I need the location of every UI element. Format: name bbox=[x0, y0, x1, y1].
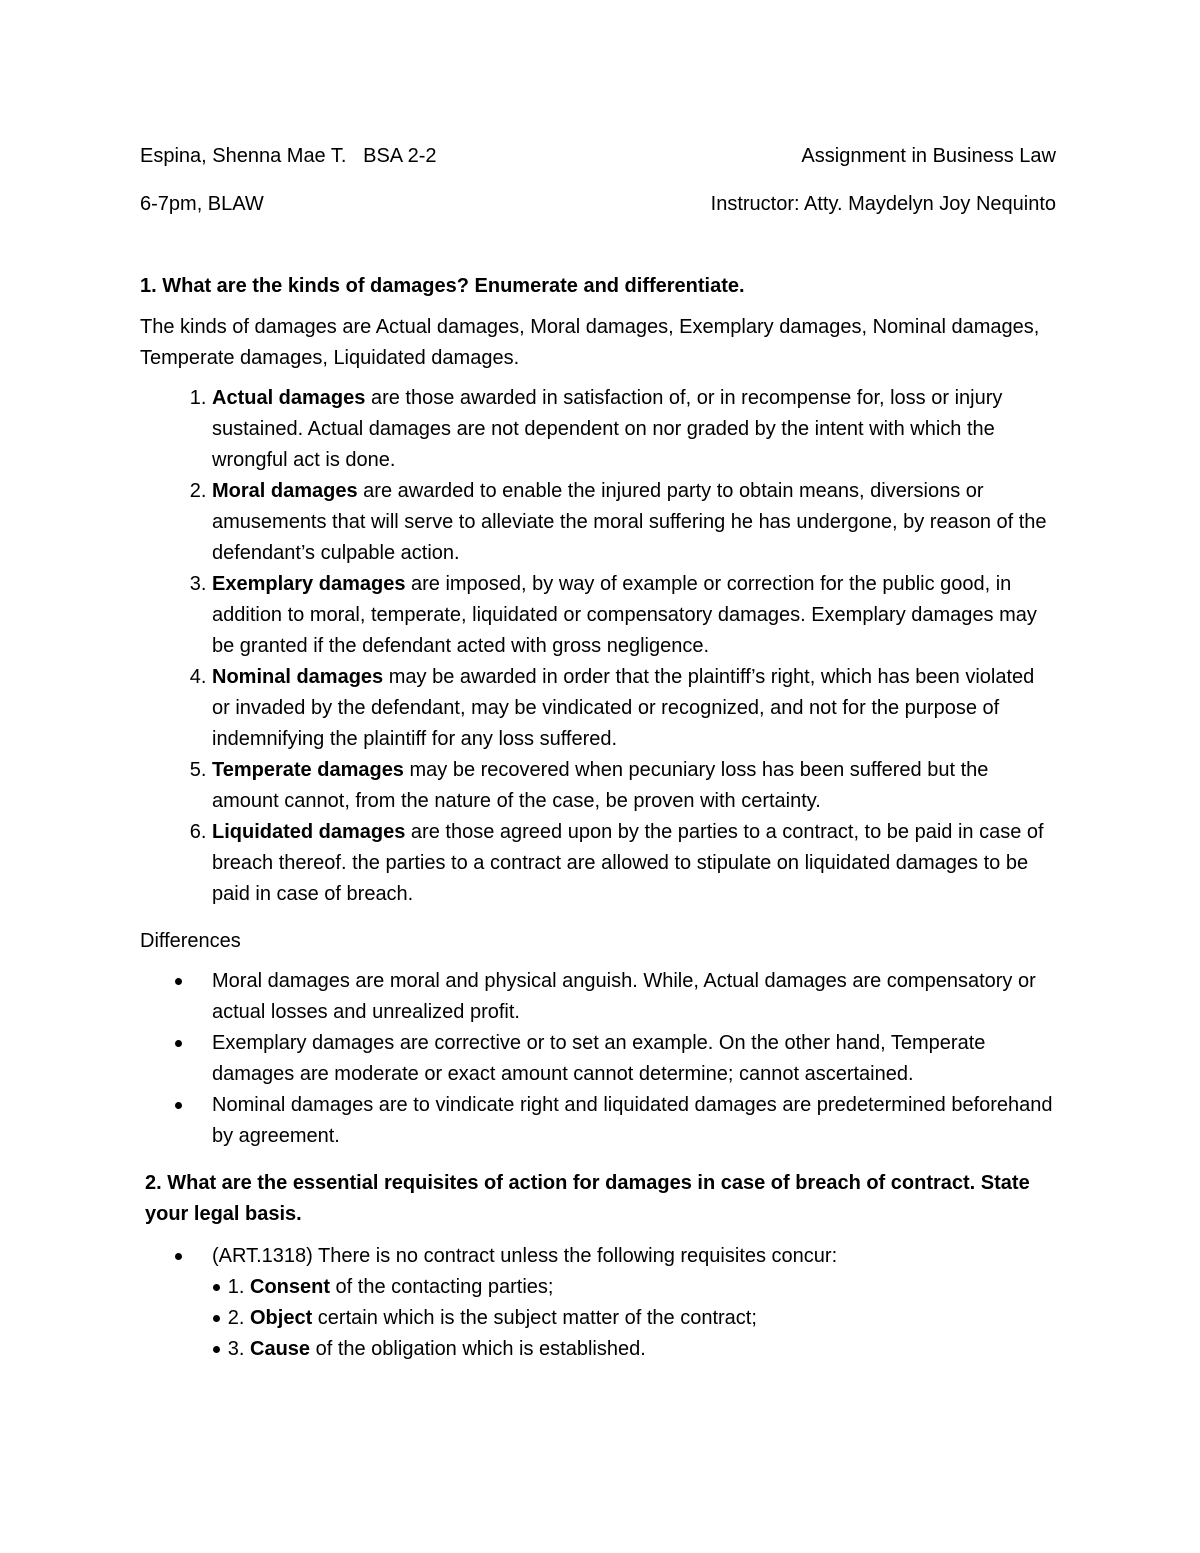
list-item: Nominal damages are to vindicate right and liquidated damages are predetermined beforehand by agreement. bbox=[212, 1090, 1056, 1152]
student-name: Espina, Shenna Mae T. BSA 2-2 bbox=[140, 145, 437, 167]
class-schedule: 6-7pm, BLAW bbox=[140, 193, 264, 215]
list-item bbox=[250, 1334, 1056, 1365]
damage-description: are those agreed upon by the parties to a contract, to be paid in case of breach thereof. the parties to a contract are allowed to stipulate on liquidated damages to be paid in case of breach. bbox=[212, 821, 1044, 905]
q1-intro: The kinds of damages are Actual damages, Moral damages, Exemplary damages, Nominal damages, Temperate damages, Liquidated damages. bbox=[140, 316, 1040, 369]
question-2: 2. What are the essential requisites of action for damages in case of breach of contract. State your legal basis. bbox=[145, 1172, 1030, 1225]
damage-term: Nominal damages bbox=[212, 666, 384, 688]
list-item bbox=[212, 476, 1056, 569]
requisite-description: certain which is the subject matter of the contract; bbox=[312, 1307, 757, 1329]
requisite-description: of the obligation which is established. bbox=[310, 1338, 646, 1360]
damage-description: are awarded to enable the injured party to obtain means, diversions or amusements that will serve to alleviate the moral suffering he has undergone, by reason of the defendant’s culpable action. bbox=[212, 480, 1047, 564]
damage-term: Liquidated damages bbox=[212, 821, 406, 843]
damage-description: may be recovered when pecuniary loss has been suffered but the amount cannot, from the nature of the case, be proven with certainty. bbox=[212, 759, 989, 812]
list-item: Exemplary damages are corrective or to set an example. On the other hand, Temperate damages are moderate or exact amount cannot determine; cannot ascertained. bbox=[212, 1028, 1056, 1090]
list-item bbox=[250, 1303, 1056, 1334]
requisites-bullet-list bbox=[140, 1241, 1056, 1365]
damage-term: Temperate damages bbox=[212, 759, 404, 781]
damage-description: are imposed, by way of example or correction for the public good, in addition to moral, temperate, liquidated or compensatory damages. Exemplary damages may be granted if the defendant acted with gross negligence. bbox=[212, 573, 1037, 657]
list-item bbox=[212, 755, 1056, 817]
damage-term: Moral damages bbox=[212, 480, 358, 502]
header-row-2 bbox=[140, 189, 1056, 220]
document-content bbox=[140, 141, 1056, 1365]
damage-term: Exemplary damages bbox=[212, 573, 406, 595]
list-item bbox=[212, 662, 1056, 755]
requisite-term: Consent bbox=[250, 1276, 330, 1298]
requisite-description: of the contacting parties; bbox=[330, 1276, 554, 1298]
list-item bbox=[212, 569, 1056, 662]
list-item: Moral damages are moral and physical anguish. While, Actual damages are compensatory or actual losses and unrealized profit. bbox=[212, 966, 1056, 1028]
header-row-1 bbox=[140, 141, 1056, 172]
differences-title: Differences bbox=[140, 930, 241, 952]
article-statement: (ART.1318) There is no contract unless the following requisites concur: bbox=[212, 1245, 838, 1267]
question-1: 1. What are the kinds of damages? Enumerate and differentiate. bbox=[140, 275, 745, 297]
damage-description: may be awarded in order that the plaintiff’s right, which has been violated or invaded by the defendant, may be vindicated or recognized, and not for the purpose of indemnifying the plaintiff for any loss suffered. bbox=[212, 666, 1035, 750]
damage-term: Actual damages bbox=[212, 387, 366, 409]
instructor-name: Instructor: Atty. Maydelyn Joy Nequinto bbox=[710, 193, 1056, 215]
damage-description: are those awarded in satisfaction of, or in recompense for, loss or injury sustained. Actual damages are not dependent on nor graded by the intent with which the wrongful act is done. bbox=[212, 387, 1003, 471]
requisites-list bbox=[212, 1272, 1056, 1365]
list-item bbox=[212, 1241, 1056, 1365]
requisite-term: Cause bbox=[250, 1338, 311, 1360]
damages-list bbox=[140, 383, 1056, 910]
requisite-term: Object bbox=[250, 1307, 313, 1329]
list-item bbox=[250, 1272, 1056, 1303]
list-item bbox=[212, 817, 1056, 910]
differences-list bbox=[140, 966, 1056, 1152]
list-item bbox=[212, 383, 1056, 476]
assignment-title: Assignment in Business Law bbox=[801, 145, 1056, 167]
